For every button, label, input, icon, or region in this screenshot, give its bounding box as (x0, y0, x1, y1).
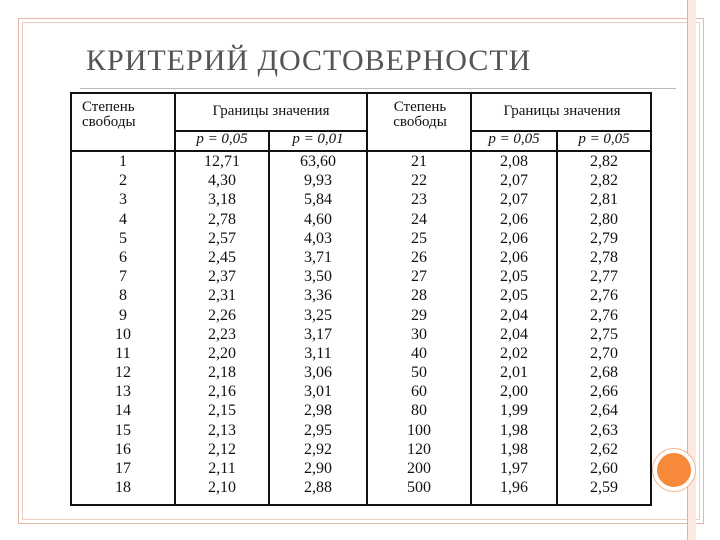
table-cell: 2,77 (590, 268, 618, 286)
table-cell: 7 (119, 268, 127, 286)
table-cell: 5 (119, 229, 127, 247)
table-cell: 2,75 (590, 325, 618, 343)
table-cell: 2,59 (590, 479, 618, 497)
table-cell: 500 (407, 479, 431, 497)
table-cell: 28 (411, 287, 427, 305)
table-cell: 1,96 (500, 479, 528, 497)
table-cell: 2,82 (590, 172, 618, 190)
table-cell: 2,06 (500, 229, 528, 247)
table-cell: 2,06 (500, 248, 528, 266)
table-cell: 2,78 (590, 248, 618, 266)
table-cell: 2,23 (208, 325, 236, 343)
table-cell: 3,36 (304, 287, 332, 305)
table-cell: 3,06 (304, 364, 332, 382)
table-cell: 4,60 (304, 210, 332, 228)
table-cell: 2,07 (500, 172, 528, 190)
table-cell: 9,93 (304, 172, 332, 190)
table-cell: 2,10 (208, 479, 236, 497)
table-cell: 2,81 (590, 191, 618, 209)
table-cell: 15 (115, 421, 131, 439)
table-cell: 2,78 (208, 210, 236, 228)
decorative-dot (653, 449, 695, 491)
table-cell: 3,18 (208, 191, 236, 209)
table-cell: 60 (411, 383, 427, 401)
table-cell: 2,64 (590, 402, 618, 420)
table-cell: 2,92 (304, 440, 332, 458)
table-cell: 2,95 (304, 421, 332, 439)
table-cell: 2,31 (208, 287, 236, 305)
table-cell: 80 (411, 402, 427, 420)
title-rule (80, 88, 676, 89)
critical-values-table (70, 92, 652, 506)
table-cell: 2,80 (590, 210, 618, 228)
table-cell: 1,97 (500, 460, 528, 477)
table-cell: 2 (119, 172, 127, 190)
column-p001 (270, 152, 366, 497)
table-cell: 1,99 (500, 402, 528, 420)
table-cell: 2,15 (208, 402, 236, 420)
table-cell: 9 (119, 306, 127, 324)
table-cell: 2,63 (590, 421, 618, 439)
table-cell: 2,07 (500, 191, 528, 209)
table-cell: 13 (115, 383, 131, 401)
column-p005 (472, 152, 556, 497)
table-cell: 2,00 (500, 383, 528, 401)
table-cell: 5,84 (304, 191, 332, 209)
table-cell: 1 (119, 153, 127, 170)
header-p-005: p = 0,05 (488, 131, 540, 147)
table-cell: 2,02 (500, 344, 528, 362)
table-cell: 12 (115, 364, 131, 382)
table-cell: 40 (411, 344, 427, 362)
table-cell: 2,37 (208, 268, 236, 286)
table-rule (70, 504, 652, 506)
table-cell: 1,98 (500, 421, 528, 439)
column-df (368, 152, 470, 497)
table-cell: 2,45 (208, 248, 236, 266)
table-cell: 2,98 (304, 402, 332, 420)
table-cell: 11 (115, 344, 131, 362)
table-cell: 63,60 (300, 153, 336, 170)
table-cell: 12,71 (204, 153, 240, 170)
table-cell: 2,66 (590, 383, 618, 401)
table-cell: 2,04 (500, 325, 528, 343)
column-p005 (176, 152, 268, 497)
table-cell: 200 (407, 460, 431, 477)
table-cell: 21 (411, 153, 427, 170)
table-cell: 17 (115, 460, 131, 477)
table-cell: 2,13 (208, 421, 236, 439)
table-cell: 50 (411, 364, 427, 382)
table-cell: 2,08 (500, 153, 528, 170)
table-cell: 3,01 (304, 383, 332, 401)
table-cell: 2,26 (208, 306, 236, 324)
table-cell: 2,82 (590, 153, 618, 170)
table-cell: 2,90 (304, 460, 332, 477)
table-cell: 26 (411, 248, 427, 266)
slide-title: КРИТЕРИЙ ДОСТОВЕРНОСТИ (86, 44, 532, 77)
header-bounds: Границы значения (503, 103, 621, 119)
table-cell: 3,71 (304, 248, 332, 266)
table-cell: 3,25 (304, 306, 332, 324)
table-cell: 30 (411, 325, 427, 343)
table-cell: 2,60 (590, 460, 618, 477)
table-cell: 2,04 (500, 306, 528, 324)
header-p-005: p = 0,05 (196, 131, 248, 147)
column-df (72, 152, 174, 497)
table-cell: 6 (119, 248, 127, 266)
table-cell: 10 (115, 325, 131, 343)
table-cell: 4 (119, 210, 127, 228)
table-cell: 29 (411, 306, 427, 324)
table-cell: 2,20 (208, 344, 236, 362)
table-cell: 23 (411, 191, 427, 209)
table-cell: 120 (407, 440, 431, 458)
header-bounds: Границы значения (212, 103, 330, 119)
table-rule (650, 92, 652, 506)
table-cell: 16 (115, 440, 131, 458)
table-cell: 3,50 (304, 268, 332, 286)
table-cell: 2,06 (500, 210, 528, 228)
table-cell: 1,98 (500, 440, 528, 458)
table-cell: 2,01 (500, 364, 528, 382)
table-cell: 2,88 (304, 479, 332, 497)
table-cell: 22 (411, 172, 427, 190)
table-cell: 4,03 (304, 229, 332, 247)
table-cell: 2,79 (590, 229, 618, 247)
table-cell: 2,76 (590, 306, 618, 324)
header-df: Степень свободы (393, 99, 447, 130)
table-cell: 2,12 (208, 440, 236, 458)
header-p-001: p = 0,01 (292, 131, 344, 147)
table-cell: 27 (411, 268, 427, 286)
header-p-005: p = 0,05 (578, 131, 630, 147)
table-cell: 24 (411, 210, 427, 228)
column-p005-second (558, 152, 650, 497)
table-cell: 2,11 (208, 460, 236, 477)
table-cell: 2,68 (590, 364, 618, 382)
table-rule (70, 92, 652, 94)
table-cell: 2,05 (500, 287, 528, 305)
table-cell: 3,17 (304, 325, 332, 343)
table-cell: 2,62 (590, 440, 618, 458)
table-cell: 2,16 (208, 383, 236, 401)
table-cell: 2,76 (590, 287, 618, 305)
table-cell: 4,30 (208, 172, 236, 190)
table-cell: 100 (407, 421, 431, 439)
table-cell: 3,11 (304, 344, 332, 362)
table-cell: 2,05 (500, 268, 528, 286)
header-df: Степень свободы (82, 99, 136, 130)
table-cell: 2,57 (208, 229, 236, 247)
table-cell: 18 (115, 479, 131, 497)
table-cell: 14 (115, 402, 131, 420)
table-cell: 25 (411, 229, 427, 247)
table-cell: 3 (119, 191, 127, 209)
table-cell: 8 (119, 287, 127, 305)
table-cell: 2,18 (208, 364, 236, 382)
table-cell: 2,70 (590, 344, 618, 362)
